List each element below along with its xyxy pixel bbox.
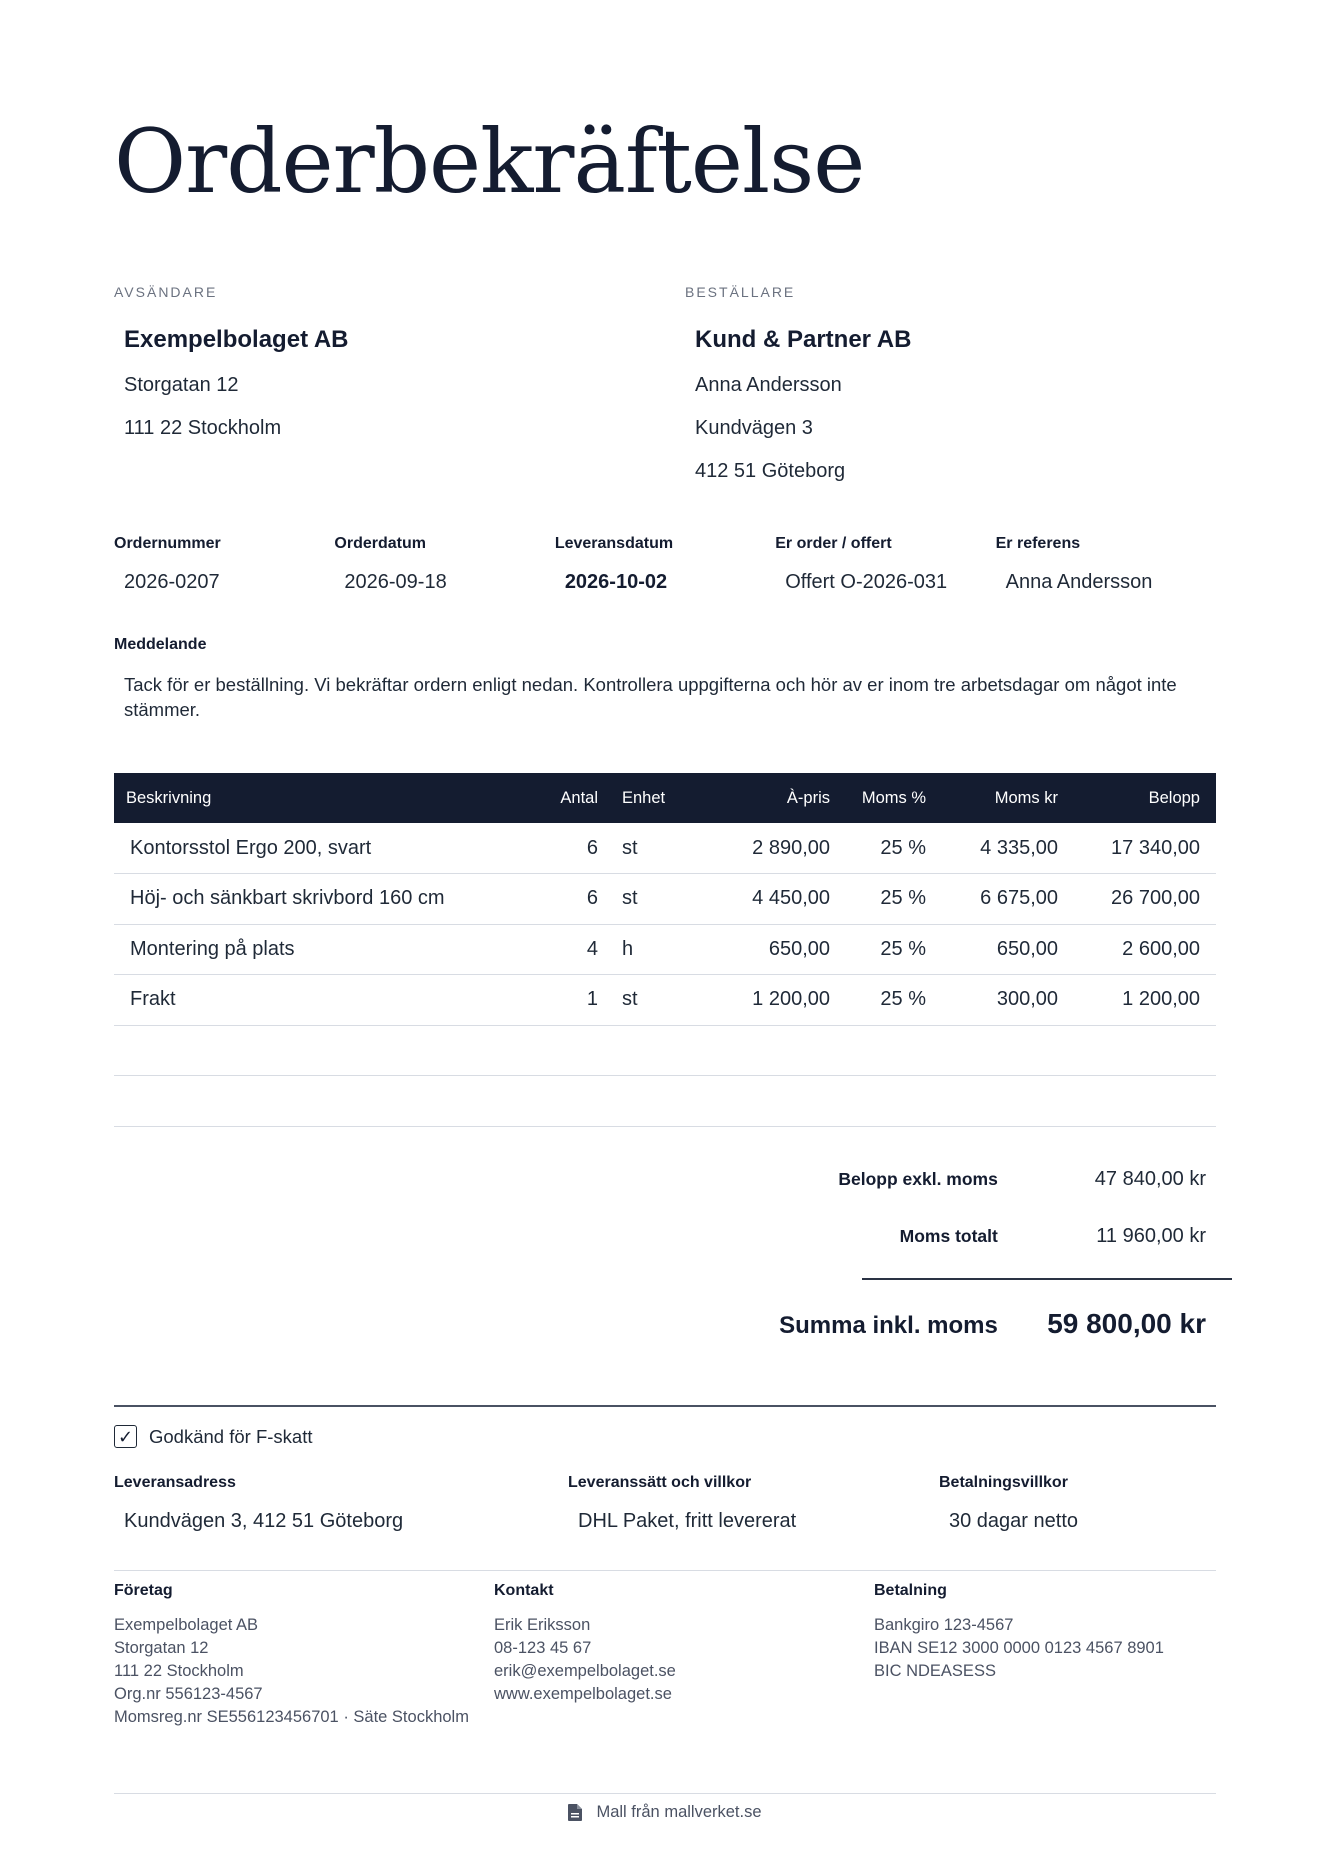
vat-total-value: 11 960,00 kr	[1096, 1225, 1206, 1247]
footer-contact-line: 08-123 45 67	[494, 1639, 592, 1657]
order-items-table	[114, 773, 1216, 1127]
cell-unit: h	[610, 924, 700, 975]
cell-description	[114, 1076, 534, 1127]
cell-quantity	[534, 1025, 610, 1076]
footer-contact-label: Kontakt	[494, 1582, 554, 1599]
order-meta	[114, 535, 1216, 594]
net-total-value: 47 840,00 kr	[1094, 1168, 1206, 1190]
sender-address-line: 111 22 Stockholm	[124, 417, 282, 439]
cell-vat-amount: 300,00	[938, 975, 1070, 1026]
cell-vat-percent	[842, 1025, 938, 1076]
buyer-address-line: Anna Andersson	[695, 374, 842, 396]
table-row	[114, 975, 1216, 1026]
order-number-field	[114, 535, 334, 594]
message-block	[114, 636, 1216, 722]
cell-quantity: 4	[534, 924, 610, 975]
message-label: Meddelande	[114, 636, 207, 653]
cell-vat-percent: 25 %	[842, 975, 938, 1026]
credit-divider	[114, 1793, 1216, 1794]
cell-vat-amount	[938, 1025, 1070, 1076]
footer-company	[114, 1582, 469, 1729]
message-text: Tack för er beställning. Vi bekräftar ordern enligt nedan. Kontrollera uppgifterna och hör av er inom tre arbetsdagar om något inte stämmer.	[124, 674, 1177, 720]
delivery-date-field	[555, 535, 775, 594]
your-order-field	[775, 535, 995, 594]
payment-terms-label: Betalningsvillkor	[939, 1474, 1068, 1491]
cell-unit	[610, 1076, 700, 1127]
footer-company-line: Org.nr 556123-4567	[114, 1685, 263, 1703]
footer-company-line: Exempelbolaget AB	[114, 1616, 259, 1634]
your-order-label: Er order / offert	[775, 535, 892, 552]
cell-vat-percent: 25 %	[842, 924, 938, 975]
table-row	[114, 1025, 1216, 1076]
buyer-address-line: Kundvägen 3	[695, 417, 813, 439]
sender-name: Exempelbolaget AB	[124, 326, 349, 353]
delivery-method-label: Leveranssätt och villkor	[568, 1474, 752, 1491]
cell-quantity	[534, 1076, 610, 1127]
cell-description: Frakt	[114, 975, 534, 1026]
your-reference-value: Anna Andersson	[1005, 571, 1153, 593]
fskatt-label: Godkänd för F-skatt	[149, 1425, 313, 1447]
col-header-description: Beskrivning	[126, 788, 212, 807]
cell-amount: 2 600,00	[1070, 924, 1216, 975]
cell-quantity: 6	[534, 874, 610, 925]
cell-amount: 17 340,00	[1070, 823, 1216, 874]
cell-unit-price	[700, 1025, 842, 1076]
footer-payment-line: IBAN SE12 3000 0000 0123 4567 8901	[874, 1639, 1164, 1657]
totals-divider	[862, 1278, 1232, 1280]
cell-unit: st	[610, 874, 700, 925]
cell-description: Höj- och sänkbart skrivbord 160 cm	[114, 874, 534, 925]
cell-unit: st	[610, 823, 700, 874]
col-header-vat-amount: Moms kr	[994, 788, 1058, 807]
col-header-vat-percent: Moms %	[861, 788, 926, 807]
col-header-amount: Belopp	[1148, 788, 1200, 807]
col-header-unit: Enhet	[622, 788, 666, 807]
grand-total-value: 59 800,00 kr	[1047, 1307, 1206, 1339]
delivery-date-label: Leveransdatum	[554, 535, 674, 552]
footer-payment	[874, 1582, 1164, 1683]
footer-payment-line: Bankgiro 123-4567	[874, 1616, 1014, 1634]
footer-company-line: Momsreg.nr SE556123456701 · Säte Stockholm	[114, 1708, 469, 1726]
cell-unit	[610, 1025, 700, 1076]
payment-terms-field	[939, 1474, 1078, 1533]
cell-unit: st	[610, 975, 700, 1026]
table-row	[114, 1076, 1216, 1127]
cell-description: Montering på plats	[114, 924, 534, 975]
grand-total-label: Summa inkl. moms	[779, 1311, 998, 1339]
cell-unit-price: 650,00	[700, 924, 842, 975]
totals-block	[744, 1168, 1216, 1340]
delivery-address-label: Leveransadress	[114, 1474, 236, 1491]
payment-terms-value: 30 dagar netto	[949, 1510, 1078, 1532]
footer-payment-line: BIC NDEASESS	[874, 1662, 996, 1680]
fskatt-checkbox[interactable]: ✓	[114, 1425, 137, 1448]
footer-contact	[494, 1582, 676, 1706]
footer-company-line: 111 22 Stockholm	[114, 1662, 244, 1680]
document-icon	[568, 1804, 582, 1821]
order-date-value: 2026-09-18	[344, 571, 447, 593]
table-row	[114, 874, 1216, 925]
cell-vat-percent: 25 %	[842, 823, 938, 874]
cell-description: Kontorsstol Ergo 200, svart	[114, 823, 534, 874]
cell-vat-amount	[938, 1076, 1070, 1127]
net-total-label: Belopp exkl. moms	[838, 1169, 998, 1189]
buyer-label: BESTÄLLARE	[685, 284, 796, 300]
table-row	[114, 924, 1216, 975]
sender-address-line: Storgatan 12	[124, 374, 239, 396]
table-header-row	[114, 773, 1216, 823]
cell-amount	[1070, 1025, 1216, 1076]
grand-total-row	[744, 1308, 1216, 1340]
buyer-name: Kund & Partner AB	[695, 326, 912, 353]
cell-unit-price: 1 200,00	[700, 975, 842, 1026]
template-credit	[114, 1803, 1216, 1822]
order-number-label: Ordernummer	[114, 535, 221, 552]
your-order-value: Offert O-2026-031	[785, 571, 948, 593]
template-credit-link[interactable]: Mall från mallverket.se	[596, 1803, 762, 1821]
cell-unit-price	[700, 1076, 842, 1127]
page-title: Orderbekräftelse	[114, 110, 865, 213]
footer-company-label: Företag	[114, 1582, 173, 1599]
delivery-address-value: Kundvägen 3, 412 51 Göteborg	[124, 1510, 404, 1532]
cell-vat-amount: 6 675,00	[938, 874, 1070, 925]
order-number-value: 2026-0207	[124, 571, 220, 593]
sender-label: AVSÄNDARE	[114, 284, 218, 300]
your-reference-field	[996, 535, 1216, 594]
order-date-field	[334, 535, 554, 594]
delivery-method-field	[568, 1474, 796, 1533]
your-reference-label: Er referens	[995, 535, 1081, 552]
footer-company-line: Storgatan 12	[114, 1639, 209, 1657]
cell-vat-amount: 650,00	[938, 924, 1070, 975]
order-confirmation-page	[114, 0, 1216, 1871]
delivery-date-value: 2026-10-02	[564, 571, 668, 593]
cell-amount: 1 200,00	[1070, 975, 1216, 1026]
cell-quantity: 1	[534, 975, 610, 1026]
cell-quantity: 6	[534, 823, 610, 874]
cell-vat-percent	[842, 1076, 938, 1127]
buyer-block	[685, 284, 1225, 483]
net-total-row	[744, 1168, 1216, 1191]
sender-block	[114, 284, 654, 440]
footer-payment-label: Betalning	[874, 1582, 947, 1599]
cell-amount	[1070, 1076, 1216, 1127]
delivery-method-value: DHL Paket, fritt levererat	[578, 1510, 797, 1532]
vat-total-label: Moms totalt	[899, 1226, 998, 1246]
cell-amount: 26 700,00	[1070, 874, 1216, 925]
buyer-address-line: 412 51 Göteborg	[695, 460, 846, 482]
cell-unit-price: 2 890,00	[700, 823, 842, 874]
fskatt-row	[114, 1425, 312, 1448]
cell-vat-percent: 25 %	[842, 874, 938, 925]
order-date-label: Orderdatum	[334, 535, 426, 552]
cell-unit-price: 4 450,00	[700, 874, 842, 925]
col-header-unit-price: À-pris	[786, 788, 830, 807]
footer-contact-website[interactable]: www.exempelbolaget.se	[494, 1685, 672, 1703]
table-row	[114, 823, 1216, 874]
cell-vat-amount: 4 335,00	[938, 823, 1070, 874]
vat-total-row	[744, 1225, 1216, 1248]
footer-contact-email[interactable]: erik@exempelbolaget.se	[494, 1662, 676, 1680]
delivery-address-field	[114, 1474, 403, 1533]
footer-divider	[114, 1570, 1216, 1571]
footer-contact-line: Erik Eriksson	[494, 1616, 591, 1634]
section-divider	[114, 1405, 1216, 1407]
col-header-quantity: Antal	[560, 788, 598, 807]
cell-description	[114, 1025, 534, 1076]
